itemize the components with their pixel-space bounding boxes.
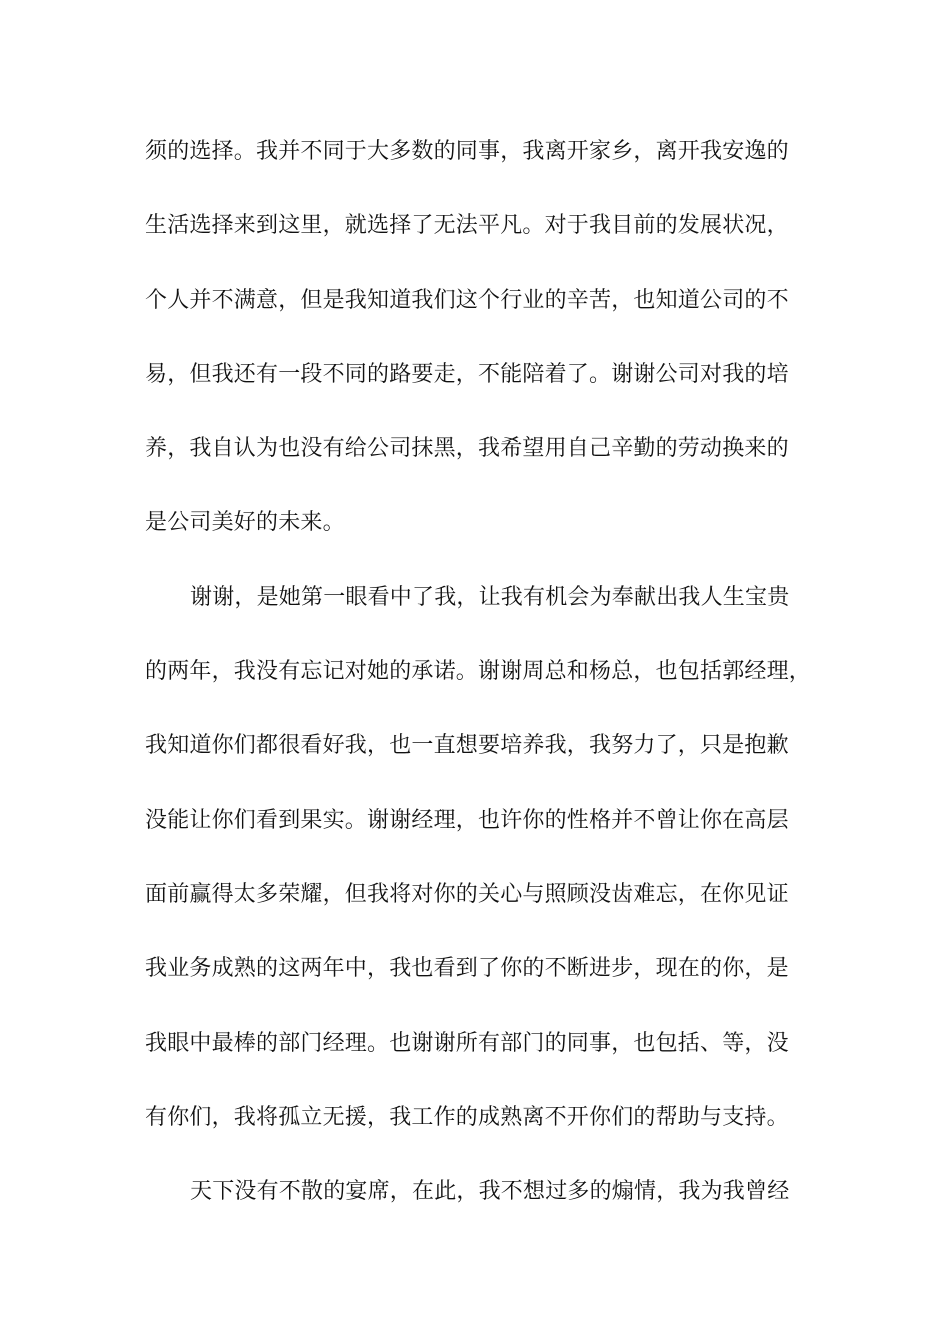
text-line: 我知道你们都很看好我，也一直想要培养我，我努力了，只是抱歉 xyxy=(145,733,789,759)
text-line: 没能让你们看到果实。谢谢经理，也许你的性格并不曾让你在高层 xyxy=(145,807,789,833)
text-line: 的两年，我没有忘记对她的承诺。谢谢周总和杨总，也包括郭经理， xyxy=(145,659,812,685)
text-line: 易，但我还有一段不同的路要走，不能陪着了。谢谢公司对我的培 xyxy=(145,361,789,387)
text-line: 是公司美好的未来。 xyxy=(145,510,345,536)
text-line: 有你们，我将孤立无援，我工作的成熟离不开你们的帮助与支持。 xyxy=(145,1104,789,1130)
text-line: 须的选择。我并不同于大多数的同事，我离开家乡，离开我安逸的 xyxy=(145,139,789,164)
text-line: 我眼中最棒的部门经理。也谢谢所有部门的同事，也包括、等，没 xyxy=(145,1030,789,1056)
body-text xyxy=(145,130,845,1244)
text-line: 我业务成熟的这两年中，我也看到了你的不断进步，现在的你，是 xyxy=(145,956,789,982)
text-line: 面前赢得太多荣耀，但我将对你的关心与照顾没齿难忘，在你见证 xyxy=(145,881,789,907)
text-line: 养，我自认为也没有给公司抹黑，我希望用自己辛勤的劳动换来的 xyxy=(145,436,789,462)
paragraph-start-line: 谢谢，是她第一眼看中了我，让我有机会为奉献出我人生宝贵 xyxy=(190,584,790,610)
text-line: 个人并不满意，但是我知道我们这个行业的辛苦，也知道公司的不 xyxy=(145,287,789,313)
text-line: 生活选择来到这里，就选择了无法平凡。对于我目前的发展状况， xyxy=(145,213,789,239)
paragraph-start-line: 天下没有不散的宴席，在此，我不想过多的煽情，我为我曾经 xyxy=(190,1179,790,1205)
